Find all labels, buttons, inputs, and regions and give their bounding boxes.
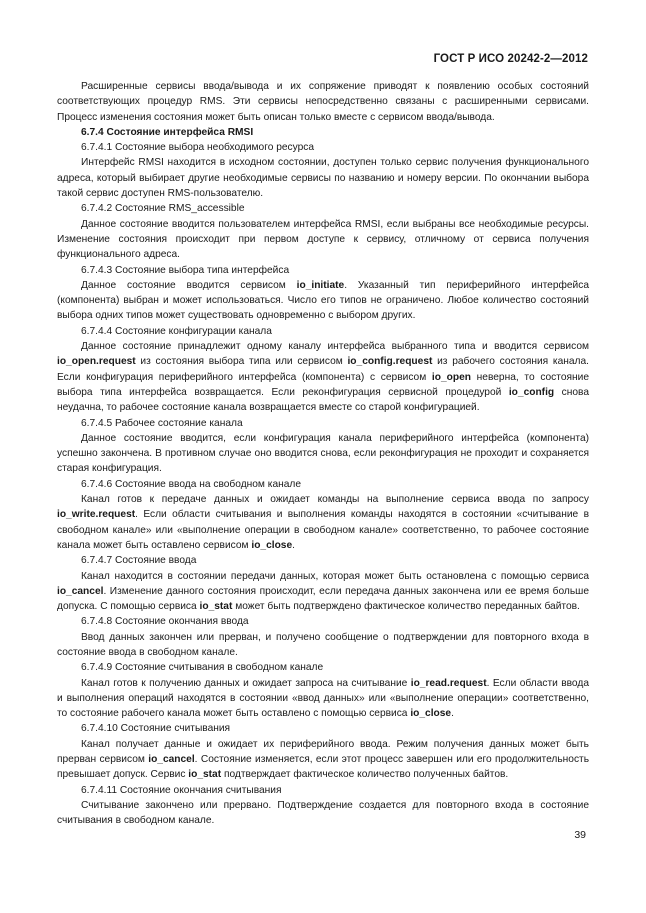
service-name: io_config <box>508 386 555 398</box>
text-run: 6.7.4.10 Состояние считывания <box>81 723 231 735</box>
text-run: 6.7.4.2 Состояние RMS_accessible <box>81 203 245 215</box>
service-name: io_cancel <box>57 585 104 597</box>
text-run: Данное состояние вводится сервисом <box>81 279 297 291</box>
body-paragraph <box>57 339 589 415</box>
body-paragraph <box>57 676 589 722</box>
text-run: 6.7.4.7 Состояние ввода <box>81 555 197 567</box>
subsection-heading <box>57 324 589 339</box>
body-paragraph <box>57 278 589 324</box>
service-name: io_close <box>410 708 452 720</box>
text-run: 6.7.4 Состояние интерфейса RMSI <box>81 126 254 138</box>
subsection-heading <box>57 614 589 629</box>
service-name: io_write.request <box>57 509 136 521</box>
text-run: 6.7.4.6 Состояние ввода на свободном канале <box>81 478 302 490</box>
text-run: Данное состояние принадлежит одному каналу интерфейса выбранного типа и вводится сервисом <box>81 341 589 353</box>
text-run: . <box>292 539 295 551</box>
service-name: io_open.request <box>57 356 136 368</box>
text-run: 6.7.4.3 Состояние выбора типа интерфейса <box>81 264 290 276</box>
service-name: io_cancel <box>148 754 195 766</box>
text-run: Расширенные сервисы ввода/вывода и их сопряжение приводят к появлению особых состояний соответствующих процедур RMS. Эти сервисы непосредственно связаны с расширенными сервисами. Процесс изменения состояния может быть описан только вместе с сервисом ввода/вывода. <box>57 81 589 123</box>
service-name: io_initiate <box>296 279 345 291</box>
subsection-heading <box>57 660 589 675</box>
text-run: Данное состояние вводится, если конфигурация канала периферийного интерфейса (компонента) успешно закончена. В противном случае оно вводится снова, если реконфигурация не проходит и сохраняется старая конфигурация. <box>57 432 589 475</box>
text-run: . <box>451 708 454 720</box>
text-run: Канал получает данные и ожидает их периферийного ввода. Режим получения данных может быть прерван сервисом <box>57 738 589 766</box>
body-paragraph <box>57 79 589 125</box>
text-run: из состояния выбора типа или сервисом <box>135 356 348 368</box>
text-run: Канал готов к получению данных и ожидает запроса на считывание <box>81 677 411 689</box>
page-number: 39 <box>574 829 586 841</box>
text-run: Считывание закончено или прервано. Подтверждение создается для повторного входа в состояние считывания в свободном канале. <box>57 799 589 827</box>
service-name: io_read.request <box>410 677 487 689</box>
text-run: Ввод данных закончен или прерван, и получено сообщение о подтверждении для повторного входа в состояние ввода в свободном канале. <box>57 631 589 658</box>
body-paragraph <box>57 630 589 661</box>
service-name: io_stat <box>188 769 222 781</box>
text-run: . Если области ввода и выполнения операций находятся в состоянии «ввод данных» или «выполнение операции» соответственно, то состояние рабочего канала может быть оставлено с помощью сервиса <box>57 677 589 720</box>
document-body <box>57 79 589 829</box>
subsection-heading <box>57 553 589 568</box>
body-paragraph <box>57 737 589 783</box>
text-run: 6.7.4.1 Состояние выбора необходимого ресурса <box>81 142 315 154</box>
text-run: 6.7.4.9 Состояние считывания в свободном канале <box>81 662 324 674</box>
text-run: Данное состояние вводится пользователем интерфейса RMSI, если выбраны все необходимые ресурсы. Изменение состояния происходит при первом доступе к сервису, отличному от сервиса получения функционального адреса. <box>57 218 589 261</box>
service-name: io_config.request <box>347 356 433 368</box>
text-run: 6.7.4.4 Состояние конфигурации канала <box>81 325 272 337</box>
body-paragraph <box>57 217 589 263</box>
document-code: ГОСТ Р ИСО 20242-2—2012 <box>433 53 588 65</box>
subsection-heading <box>57 477 589 492</box>
text-run: Канал готов к передаче данных и ожидает команды на выполнение сервиса ввода по запросу <box>81 494 589 506</box>
body-paragraph <box>57 569 589 615</box>
service-name: io_open <box>431 371 471 383</box>
text-run: снова неудачна, то рабочее состояние канала возвращается вместе со старой конфигурацией. <box>57 386 589 414</box>
text-run: Интерфейс RMSI находится в исходном состоянии, доступен только сервис получения функционального адреса, который выбирает другие необходимые сервисы по названию и номеру версии. По окончании выбора такой сервис доступен RMS-пользователю. <box>57 157 589 200</box>
text-run: 6.7.4.11 Состояние окончания считывания <box>81 784 282 796</box>
section-heading <box>57 125 589 140</box>
subsection-heading <box>57 263 589 278</box>
text-run: из рабочего состояния канала. Если конфигурация периферийного интерфейса (компонента) с сервисом <box>57 356 589 383</box>
text-run: . Состояние изменяется, если этот процесс завершен или его продолжительность превышает допуск. Сервис <box>57 754 590 781</box>
body-paragraph <box>57 431 589 477</box>
subsection-heading <box>57 783 589 798</box>
subsection-heading <box>57 201 589 216</box>
text-run: подтверждает фактическое количество полученных байтов. <box>221 769 509 781</box>
text-run: . Указанный тип периферийного интерфейса (компонента) выбран и может использоваться. Число его типов не ограничено. Любое количество состояний выбора одних типов может существовать одновременно с выбором других. <box>57 279 590 322</box>
subsection-heading <box>57 140 589 155</box>
text-run: 6.7.4.5 Рабочее состояние канала <box>81 417 243 429</box>
body-paragraph <box>57 492 589 553</box>
body-paragraph <box>57 155 589 201</box>
text-run: . Изменение данного состояния происходит, если передача данных закончена или ее время больше допуска. С помощью сервиса <box>57 585 589 613</box>
text-run: 6.7.4.8 Состояние окончания ввода <box>81 616 249 628</box>
service-name: io_close <box>251 539 293 551</box>
text-run: . Если области считывания и выполнения команды находятся в состоянии «считывание в свободном канале» или «выполнение операции в свободном канале» соответственно, то рабочее состояние канала может быть оставлено сервисом <box>57 509 589 551</box>
body-paragraph <box>57 798 589 829</box>
text-run: Канал находится в состоянии передачи данных, которая может быть остановлена с помощью сервиса <box>81 570 589 582</box>
subsection-heading <box>57 416 589 431</box>
service-name: io_stat <box>199 601 233 613</box>
text-run: может быть подтверждено фактическое количество переданных байтов. <box>232 601 580 613</box>
text-run: неверна, то состояние выбора типа интерфейса возвращается. Если реконфигурация сервисной процедурой <box>57 371 589 398</box>
subsection-heading <box>57 721 589 736</box>
